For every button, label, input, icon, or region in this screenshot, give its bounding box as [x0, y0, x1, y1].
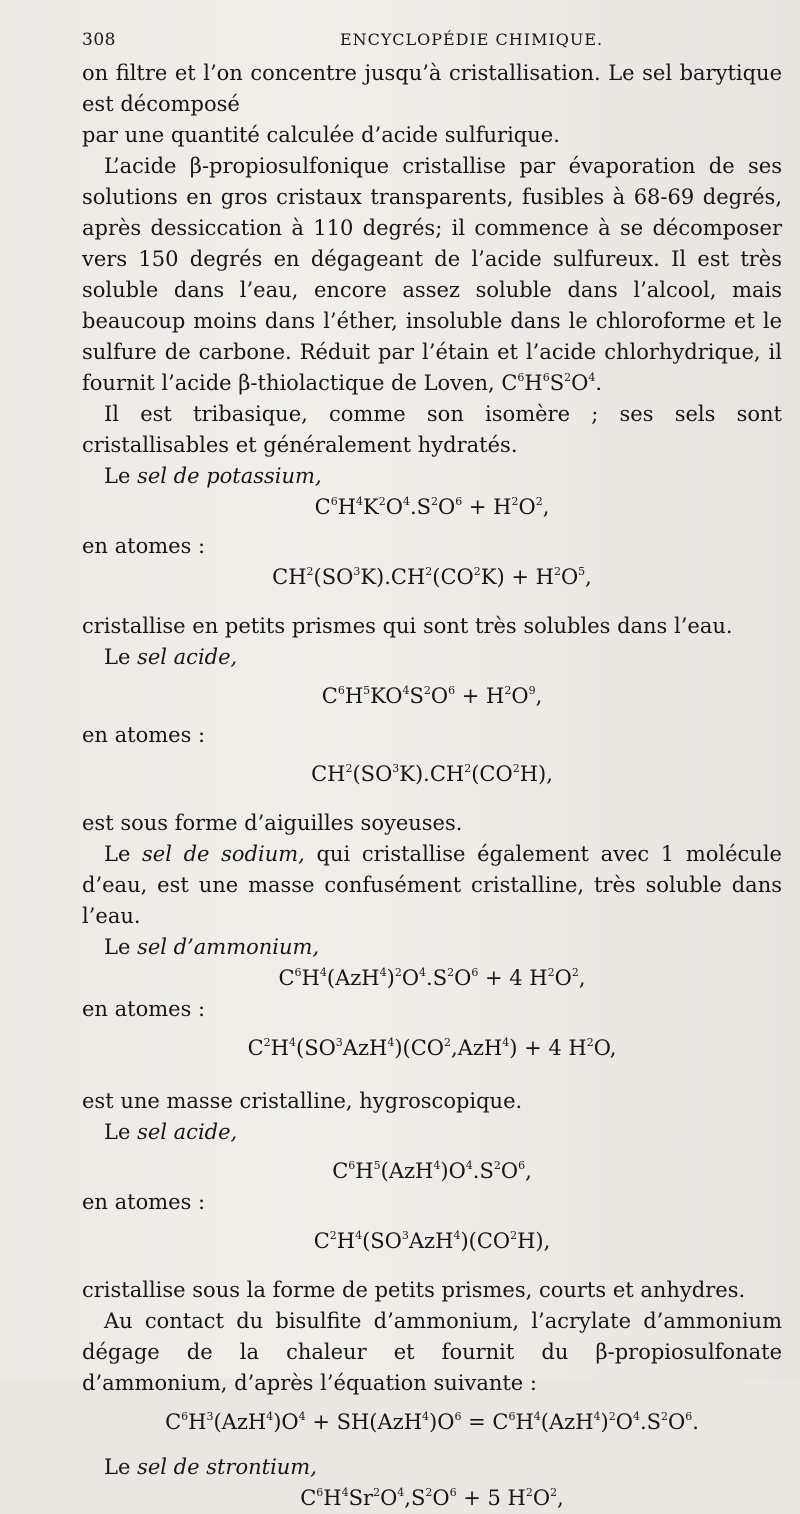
formula-run: ,: [557, 1486, 564, 1510]
formula-run: (SO: [352, 762, 393, 786]
formula-run: .S: [472, 1159, 494, 1183]
paragraph-tribasic: Il est tribasique, comme son isomère ; ses sels sont cristallisables et généralement hydratés.: [82, 402, 782, 457]
heading-strontium-salt: Le sel de strontium,: [104, 1455, 317, 1479]
formula-superscript: 4: [266, 1410, 274, 1423]
formula-superscript: 4: [632, 1410, 640, 1423]
formula-run: + SH(AzH: [305, 1410, 423, 1434]
text-run: L’acide β-propiosulfonique cristallise par évaporation de ses solutions en gros cristaux transparents, fusibles à 68-69 degrés, après dessiccation à 110 degrés; il commence à se décomposer vers 150 degrés en dégageant de l’acide sulfureux. Il est très soluble dans l’eau, encore assez soluble dans l’alcool, mais beaucoup moins dans l’éther, insoluble dans le chloroforme et le sulfure de carbone. Réduit par l’étain et l’acide chlorhydrique, il fournit l’acide β-thiolactique de Loven, C: [82, 154, 782, 395]
formula-superscript: 3: [206, 1410, 214, 1423]
formula-run: (AzH: [326, 966, 380, 990]
formula-superscript: 4: [465, 1159, 473, 1172]
formula-run: K).CH: [399, 762, 465, 786]
formula-run: AzH: [342, 1036, 388, 1060]
formula-run: H: [355, 1159, 374, 1183]
formula-superscript: 6: [294, 966, 302, 979]
formula-superscript: 4: [419, 966, 427, 979]
formula-superscript: 4: [355, 1229, 363, 1242]
formula-run: O: [401, 966, 420, 990]
formula-run: K: [363, 495, 379, 519]
formula-run: ): [386, 966, 395, 990]
formula-run: H: [188, 1410, 207, 1434]
superscript: 2: [564, 371, 572, 384]
formula-run: ,AzH: [451, 1036, 503, 1060]
page-header: [82, 30, 762, 54]
formula-superscript: 2: [608, 1410, 616, 1423]
formula-run: AzH: [408, 1229, 454, 1253]
formula-run: C: [247, 1036, 264, 1060]
formula-run: .S: [426, 966, 448, 990]
formula-run: C: [278, 966, 295, 990]
formula-run: H: [344, 684, 364, 708]
formula-run: O: [668, 1410, 686, 1434]
formula-run: .: [692, 1410, 699, 1434]
text-run: H: [524, 371, 543, 395]
formula-run: K) + H: [480, 565, 554, 589]
formula-superscript: 2: [447, 966, 455, 979]
formula-run: H),: [519, 762, 553, 786]
text-run: S: [549, 371, 565, 395]
formula-run: O: [560, 565, 579, 589]
formula-superscript: 2: [510, 1229, 518, 1242]
formula-run: (SO: [313, 565, 354, 589]
text-run: .: [595, 371, 603, 395]
formula-superscript: 2: [329, 1229, 337, 1242]
formula-run: C: [321, 684, 338, 708]
formula-run: O: [380, 1486, 398, 1510]
formula-superscript: 2: [493, 1159, 501, 1172]
superscript: 6: [542, 371, 550, 384]
formula-run: CH: [272, 565, 307, 589]
formula-superscript: 4: [453, 1229, 461, 1242]
page-number: 308: [82, 30, 116, 50]
formula-superscript: 2: [512, 762, 520, 775]
formula-run: H: [301, 966, 320, 990]
formula-run: (SO: [296, 1036, 336, 1060]
formula-run: O: [532, 1486, 551, 1510]
formula-run: ,: [525, 1159, 532, 1183]
formula-superscript: 2: [444, 1036, 452, 1049]
formula-run: = C: [461, 1410, 509, 1434]
formula-superscript: 4: [593, 1410, 601, 1423]
formula-superscript: 6: [316, 1486, 324, 1499]
formula-run: CH: [311, 762, 346, 786]
salt-name: sel acide,: [137, 645, 238, 669]
formula-run: ): [600, 1410, 609, 1434]
text-line: par une quantité calculée d’acide sulfurique.: [82, 123, 560, 147]
paragraph-sodium-salt: Le sel de sodium, qui cristallise également avec 1 molécule d’eau, est une masse confusément cristalline, très soluble dans l’eau.: [82, 842, 782, 928]
formula-run: KO: [370, 684, 403, 708]
formula-run: C: [332, 1159, 349, 1183]
formula-superscript: 6: [337, 684, 345, 697]
en-atomes-label: en atomes :: [82, 1190, 206, 1214]
salt-name: sel de potassium,: [137, 464, 322, 488]
formula-run: + H: [462, 495, 512, 519]
superscript: 6: [517, 371, 525, 384]
formula-run: (SO: [362, 1229, 402, 1253]
ammonium-result: est une masse cristalline, hygroscopique.: [82, 1089, 523, 1113]
formula-superscript: 2: [511, 495, 519, 508]
formula-superscript: 6: [330, 495, 338, 508]
formula-superscript: 4: [433, 1159, 441, 1172]
heading-ammonium-salt: Le sel d’ammonium,: [104, 935, 320, 959]
formula-run: C: [314, 495, 331, 519]
formula-run: H: [323, 1486, 342, 1510]
heading-acid-salt: Le sel acide,: [104, 1120, 238, 1144]
formula-superscript: 2: [473, 565, 481, 578]
running-title: ENCYCLOPÉDIE CHIMIQUE.: [340, 30, 604, 49]
formula-run: )(CO: [460, 1229, 511, 1253]
formula-run: ,: [585, 565, 592, 589]
salt-name: sel d’ammonium,: [137, 935, 320, 959]
formula-superscript: 6: [348, 1159, 356, 1172]
formula-run: O,: [593, 1036, 617, 1060]
formula-superscript: 2: [525, 1486, 533, 1499]
formula-run: (AzH: [540, 1410, 594, 1434]
formula-superscript: 4: [402, 495, 410, 508]
formula-superscript: 2: [345, 762, 353, 775]
formula-superscript: 2: [661, 1410, 669, 1423]
formula-run: ) + 4 H: [509, 1036, 587, 1060]
formula-run: O: [430, 684, 449, 708]
acid-ammonium-result: cristallise sous la forme de petits prismes, courts et anhydres.: [82, 1278, 746, 1302]
formula-run: H: [270, 1036, 289, 1060]
formula-run: H: [337, 495, 357, 519]
formula-superscript: 6: [471, 966, 479, 979]
formula-run: (CO: [432, 565, 474, 589]
formula-superscript: 5: [373, 1159, 381, 1172]
formula-superscript: 2: [373, 1486, 381, 1499]
formula-run: .S: [639, 1410, 662, 1434]
formula-superscript: 6: [685, 1410, 693, 1423]
formula-superscript: 3: [392, 762, 400, 775]
formula-superscript: 2: [535, 495, 543, 508]
formula-run: )O: [273, 1410, 299, 1434]
formula-run: C: [165, 1410, 182, 1434]
formula-superscript: 2: [553, 565, 561, 578]
formula-run: K).CH: [360, 565, 426, 589]
formula-run: C: [313, 1229, 330, 1253]
formula-superscript: 6: [454, 1410, 462, 1423]
formula-superscript: 4: [397, 1486, 405, 1499]
formula-run: O: [615, 1410, 633, 1434]
formula-run: ,: [578, 966, 586, 990]
formula-run: S: [409, 684, 424, 708]
formula-superscript: 4: [387, 1036, 395, 1049]
heading-potassium-salt: Le sel de potassium,: [104, 464, 322, 488]
text-run: O: [571, 371, 589, 395]
formula: [82, 1483, 782, 1514]
formula-run: )(CO: [394, 1036, 445, 1060]
formula-superscript: 2: [425, 1486, 433, 1499]
formula-run: O: [438, 495, 456, 519]
formula-superscript: 2: [547, 966, 555, 979]
formula-run: O: [432, 1486, 450, 1510]
formula-run: + 5 H: [456, 1486, 526, 1510]
formula: [82, 759, 782, 790]
page-body: [82, 58, 782, 1514]
acid-salt-result: est sous forme d’aiguilles soyeuses.: [82, 811, 463, 835]
formula-superscript: 4: [422, 1410, 430, 1423]
formula-run: Sr: [348, 1486, 374, 1510]
formula-run: (AzH: [380, 1159, 434, 1183]
formula-superscript: 6: [449, 1486, 457, 1499]
formula: [82, 562, 782, 593]
formula-superscript: 6: [181, 1410, 189, 1423]
en-atomes-label: en atomes :: [82, 534, 206, 558]
formula-superscript: 4: [341, 1486, 349, 1499]
en-atomes-label: en atomes :: [82, 723, 206, 747]
salt-name: sel de strontium,: [137, 1455, 317, 1479]
formula-superscript: 6: [455, 495, 463, 508]
formula-run: O: [511, 684, 529, 708]
formula-superscript: 2: [571, 966, 579, 979]
salt-name: sel acide,: [137, 1120, 238, 1144]
formula: [82, 1156, 782, 1187]
formula-run: ,: [535, 684, 543, 708]
formula-superscript: 2: [423, 684, 431, 697]
heading-acid-salt: Le sel acide,: [104, 645, 238, 669]
formula-superscript: 6: [508, 1410, 516, 1423]
formula-superscript: 4: [356, 495, 364, 508]
salt-name: sel de sodium,: [142, 842, 305, 866]
formula-run: (CO: [471, 762, 513, 786]
formula: [82, 963, 782, 994]
formula-superscript: 4: [289, 1036, 296, 1049]
formula-superscript: 6: [448, 684, 456, 697]
formula-run: O: [454, 966, 472, 990]
paragraph-bisulfite: Au contact du bisulfite d’ammonium, l’acrylate d’ammonium dégage de la chaleur et fournit du β-propiosulfonate d’ammonium, d’après l’équation suivante :: [82, 1309, 782, 1395]
formula-equation: [82, 1407, 782, 1438]
formula-superscript: 3: [353, 565, 361, 578]
formula-superscript: 2: [464, 762, 472, 775]
formula-superscript: 3: [335, 1036, 343, 1049]
formula-run: H: [336, 1229, 356, 1253]
formula-superscript: 3: [401, 1229, 409, 1242]
formula-run: H: [515, 1410, 534, 1434]
formula-run: O: [385, 495, 403, 519]
formula-superscript: 4: [502, 1036, 510, 1049]
formula-run: O: [500, 1159, 519, 1183]
formula-superscript: 4: [402, 684, 410, 697]
formula-superscript: 2: [263, 1036, 271, 1049]
formula-run: + 4 H: [478, 966, 548, 990]
formula-run: H),: [517, 1229, 551, 1253]
formula: [82, 1033, 782, 1064]
formula-superscript: 5: [578, 565, 586, 578]
formula-run: )O: [429, 1410, 455, 1434]
potassium-result: cristallise en petits prismes qui sont très solubles dans l’eau.: [82, 614, 733, 638]
formula: [82, 681, 782, 712]
en-atomes-label: en atomes :: [82, 997, 206, 1021]
formula-run: C: [300, 1486, 317, 1510]
formula: [82, 492, 782, 523]
formula-superscript: 2: [586, 1036, 594, 1049]
formula-superscript: 2: [550, 1486, 558, 1499]
formula: [82, 1226, 782, 1257]
paragraph-acid-properties: [82, 151, 782, 399]
formula-superscript: 4: [298, 1410, 306, 1423]
formula-run: ,S: [404, 1486, 426, 1510]
formula-superscript: 5: [363, 684, 371, 697]
paragraph-filtration: [82, 58, 782, 151]
formula-superscript: 9: [528, 684, 536, 697]
formula-run: O: [554, 966, 572, 990]
formula-run: ,: [542, 495, 550, 519]
formula-superscript: 6: [518, 1159, 526, 1172]
formula-superscript: 2: [306, 565, 314, 578]
formula-superscript: 2: [425, 565, 433, 578]
formula-superscript: 4: [319, 966, 327, 979]
formula-superscript: 2: [378, 495, 386, 508]
formula-superscript: 2: [431, 495, 438, 508]
superscript: 4: [588, 371, 596, 384]
formula-run: (AzH: [213, 1410, 267, 1434]
formula-superscript: 2: [504, 684, 512, 697]
formula-run: O: [518, 495, 536, 519]
formula-superscript: 4: [379, 966, 387, 979]
formula-run: + H: [455, 684, 505, 708]
formula-run: )O: [440, 1159, 466, 1183]
text-line: on filtre et l’on concentre jusqu’à cristallisation. Le sel barytique est décomposé: [82, 61, 782, 116]
formula-run: .S: [409, 495, 431, 519]
formula-superscript: 2: [394, 966, 402, 979]
formula-superscript: 4: [533, 1410, 541, 1423]
